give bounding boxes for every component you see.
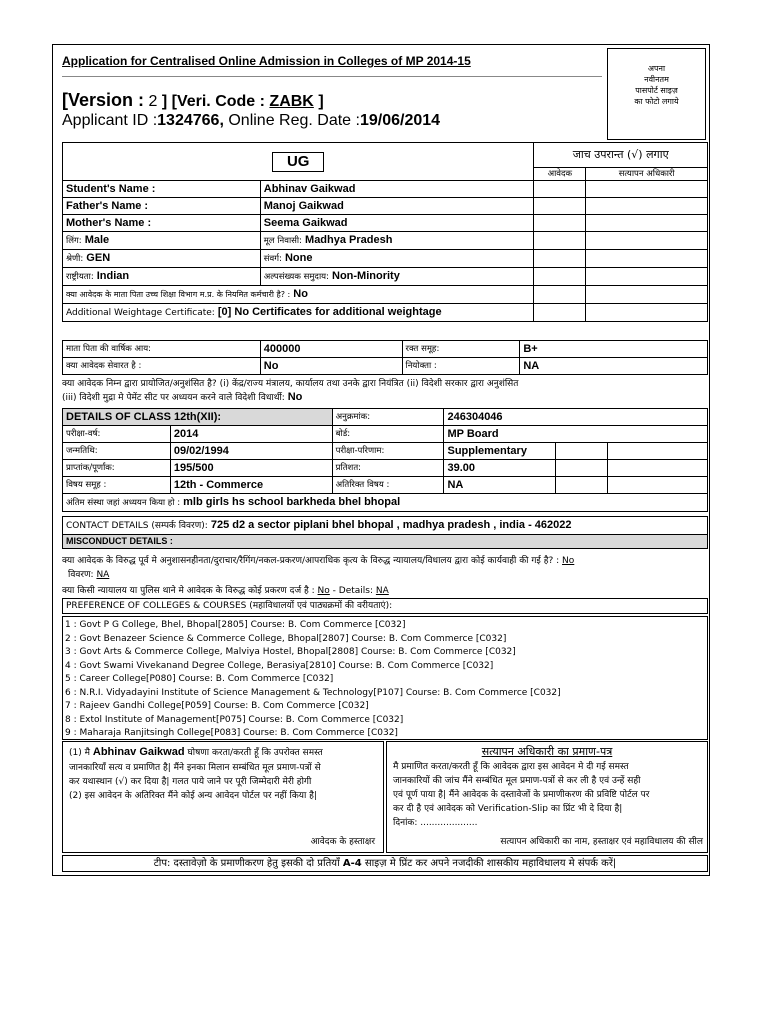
check-cell[interactable] (586, 286, 708, 304)
verify-header: जाच उपरान्त (√) लगाए (534, 143, 708, 168)
version-label: [Version : (62, 90, 145, 110)
subject-label: विषय समूह : (63, 477, 171, 494)
misconduct-detail-value: NA (96, 570, 110, 580)
personal-details-table (62, 142, 708, 322)
gender-label: लिंग: (66, 236, 82, 246)
certificate-line-3: एवं पूर्ण पाया है| मैंने आवेदक के दस्तावेजों के प्रमाणीकरण की प्रविष्टि पोर्टल पर (393, 790, 650, 800)
check-cell[interactable] (534, 304, 586, 322)
check-cell[interactable] (586, 198, 708, 215)
result-label: परीक्षा-परिणाम: (332, 443, 444, 460)
certificate-date: दिनांक: .................... (393, 818, 478, 828)
check-cell[interactable] (556, 477, 608, 494)
father-name-label: Father's Name : (63, 198, 261, 215)
income-label: माता पिता की वार्षिक आय: (63, 341, 261, 358)
misconduct-detail-label: विवरण: (68, 570, 94, 580)
category-value: GEN (86, 252, 111, 264)
table-row (63, 535, 708, 549)
extra-subject-label: अतिरिक्त विषय : (332, 477, 444, 494)
weightage-cell (63, 304, 534, 322)
percent-label: प्रतिशत: (332, 460, 444, 477)
misconduct-q2-detail-label: - Details: (332, 586, 374, 596)
check-cell[interactable] (608, 477, 708, 494)
reg-date: 19/06/2014 (359, 112, 441, 129)
ug-badge: UG (272, 152, 325, 172)
misconduct-q1-text: क्या आवेदक के विरुद्ध पूर्व मे अनुशासनहीनता/दुराचार/रैगिंग/नकल-प्रकरण/आपराधिक कृत्य के विरुद्ध न्यायालय/विधालय द्वारा कोई कार्यवाही की गई है? : (62, 556, 560, 566)
parent-employee-value: No (293, 288, 308, 300)
check-cell[interactable] (534, 198, 586, 215)
category-cell (63, 250, 261, 268)
table-row (63, 215, 708, 232)
minority-value: Non-Minority (332, 270, 400, 282)
check-cell[interactable] (556, 443, 608, 460)
school-value: mlb girls hs school barkheda bhel bhopal (183, 496, 401, 508)
board-value: MP Board (444, 426, 708, 443)
nationality-label: राष्ट्रीयता: (66, 272, 94, 282)
check-cell[interactable] (586, 232, 708, 250)
mother-name-label: Mother's Name : (63, 215, 261, 232)
group-value: None (284, 252, 313, 264)
officer-signature-label: सत्यापन अधिकारी का नाम, हस्ताक्षर एवं महाविधालय की सील (500, 837, 703, 847)
table-row (63, 268, 708, 286)
table-row (63, 426, 708, 443)
declaration-line1-rest: घोषणा करता/करती हूँ कि उपरोक्त समस्त (187, 748, 323, 758)
declaration-line-1 (69, 744, 377, 761)
tip-pre: टीप: दस्तावेज़ो के प्रमाणीकरण हेतु इसकी दो प्रतियाँ (153, 858, 340, 869)
declaration-name: Abhinav Gaikwad (92, 746, 185, 758)
student-name-label: Student's Name : (63, 181, 261, 198)
table-row (63, 599, 708, 614)
blood-label: रक्त समूह: (402, 341, 520, 358)
employer-label: नियोक्ता : (402, 358, 520, 375)
check-cell[interactable] (534, 286, 586, 304)
ug-cell (63, 143, 534, 181)
check-cell[interactable] (586, 181, 708, 198)
sponsor-question: (iii) विदेशी मुद्रा मे पेमेंट सीट पर अध्ययन करने वाले विदेशी विधार्थी: (62, 393, 285, 403)
weightage-value: [0] No Certificates for additional weightage (217, 306, 442, 318)
marks-value: 195/500 (170, 460, 332, 477)
title-divider (62, 76, 602, 77)
table-row (63, 358, 708, 375)
tip-post: साइज़ मे प्रिंट कर अपने नजदीकी शासकीय महाविधालय मे संपर्क करें| (364, 858, 617, 869)
parent-employee-question: क्या आवेदक के माता पिता उच्च शिक्षा विभाग म.प्र. के नियमित कर्मचारी है? : (66, 290, 291, 299)
minority-label: अल्पसंख्यक समुदाय: (263, 272, 329, 282)
list-item: 3 : Govt Arts & Commerce College, Malviya Hostel, Bhopal[2808] Course: B. Com Commerce [C032] (65, 647, 516, 657)
photo-text-4: का फोटो लगाये (634, 97, 679, 106)
contact-cell (63, 517, 708, 535)
domicile-label: मूल निवासी: (263, 236, 302, 246)
col-applicant: आवेदक (534, 168, 586, 181)
list-item: 2 : Govt Benazeer Science & Commerce College, Bhopal[2807] Course: B. Com Commerce [C032] (65, 633, 507, 644)
nationality-value: Indian (96, 270, 130, 282)
declaration-pre: (1) मै (69, 748, 90, 758)
list-item: 7 : Rajeev Gandhi College[P059] Course: B. Com Commerce [C032] (65, 701, 369, 711)
category-label: श्रेणी: (66, 254, 84, 264)
preference-heading-table (62, 598, 708, 614)
list-item: 1 : Govt P G College, Bhel, Bhopal[2805] Course: B. Com Commerce [C032] (65, 620, 406, 630)
photo-placeholder (607, 48, 706, 140)
roll-value: 246304046 (444, 409, 708, 426)
dob-value: 09/02/1994 (170, 443, 332, 460)
certificate-line-1: मै प्रमाणित करता/करती हूँ कि आवेदक द्वारा इस आवेदन मे दी गई समस्त (393, 762, 629, 772)
check-cell[interactable] (608, 460, 708, 477)
check-cell[interactable] (608, 443, 708, 460)
photo-text-2: नवीनतम (644, 75, 669, 84)
check-cell[interactable] (534, 232, 586, 250)
father-name-value: Manoj Gaikwad (260, 198, 534, 215)
photo-text-3: पासपोर्ट साइज़ (635, 86, 678, 95)
certificate-line-4: कर दी है एवं आवेदक को Verification-Slip का प्रिंट भी दे दिया है| (393, 804, 623, 814)
veri-label: ] [Veri. Code : (161, 93, 265, 110)
table-row (63, 198, 708, 215)
version-value: 2 (148, 93, 158, 110)
contact-value: 725 d2 a sector piplani bhel bhopal , madhya pradesh , india - 462022 (210, 519, 572, 531)
gender-cell (63, 232, 261, 250)
check-cell[interactable] (586, 268, 708, 286)
employer-value: NA (520, 358, 708, 375)
employed-value: No (260, 358, 402, 375)
table-row (63, 443, 708, 460)
misconduct-q1-value: No (562, 556, 575, 566)
employed-label: क्या आवेदक सेवारत है : (63, 358, 261, 375)
preference-list (62, 616, 708, 740)
misconduct-detail (68, 567, 109, 580)
percent-value: 39.00 (444, 460, 556, 477)
applicant-declaration (62, 741, 384, 853)
list-item: 5 : Career College[P080] Course: B. Com Commerce [C032] (65, 674, 334, 684)
misconduct-q2 (62, 583, 389, 596)
income-table (62, 340, 708, 375)
applicant-signature-label: आवेदक के हस्ताक्षर (310, 837, 375, 847)
check-cell[interactable] (534, 215, 586, 232)
col-officer: सत्यापन अधिकारी (586, 168, 708, 181)
officer-certificate (386, 741, 708, 853)
board-label: बोर्ड: (332, 426, 444, 443)
domicile-cell (260, 232, 534, 250)
tip-a4: A-4 (342, 858, 362, 869)
check-cell[interactable] (556, 460, 608, 477)
extra-subject-value: NA (444, 477, 556, 494)
sponsor-line-2 (62, 390, 302, 403)
declaration-line-2: जानकारियाँ सत्य व प्रमाणित है| मैंने इनका मिलान सम्बंधित मूल प्रमाण-पत्रों से (69, 763, 321, 773)
list-item: 6 : N.R.I. Vidyadayini Institute of Science Management & Technology[P107] Course: B. Com Commerce [C032] (65, 687, 561, 698)
contact-table (62, 516, 708, 549)
group-cell (260, 250, 534, 268)
gender-value: Male (84, 234, 110, 246)
preference-heading: PREFERENCE OF COLLEGES & COURSES (महाविधालयों एवं पाठ्यक्रमों की वरीयताएं): (63, 599, 708, 614)
subject-value: 12th - Commerce (170, 477, 332, 494)
nationality-cell (63, 268, 261, 286)
document-title: Application for Centralised Online Admission in Colleges of MP 2014-15 (62, 54, 471, 68)
declaration-line-3: कर यथास्थान (√) कर दिया है| गलत पाये जाने पर पूरी जिम्मेदारी मेरी होगी (69, 777, 312, 787)
table-row (63, 460, 708, 477)
check-cell[interactable] (586, 250, 708, 268)
version-line (62, 90, 324, 111)
photo-text-1: अपना (647, 64, 666, 73)
applicant-label: Applicant ID : (62, 112, 158, 129)
minority-cell (260, 268, 534, 286)
student-name-value: Abhinav Gaikwad (260, 181, 534, 198)
certificate-heading: सत्यापन अधिकारी का प्रमाण-पत्र (481, 745, 613, 758)
misconduct-heading: MISCONDUCT DETAILS : (63, 535, 708, 549)
applicant-line (62, 112, 440, 130)
veri-code: ZABK (269, 93, 314, 110)
misconduct-q1 (62, 553, 574, 566)
income-value: 400000 (260, 341, 402, 358)
group-label: संवर्ग: (263, 254, 282, 264)
result-value: Supplementary (444, 443, 556, 460)
mother-name-value: Seema Gaikwad (260, 215, 534, 232)
check-cell[interactable] (534, 268, 586, 286)
blood-value: B+ (520, 341, 708, 358)
sponsor-value: No (287, 391, 303, 403)
table-row (63, 181, 708, 198)
dob-label: जन्मतिथि: (63, 443, 171, 460)
tip-note (62, 855, 708, 872)
contact-label: CONTACT DETAILS (सम्पर्क विवरण): (66, 521, 208, 531)
weightage-label: Additional Weightage Certificate: (66, 308, 215, 318)
veri-close: ] (318, 93, 324, 110)
table-row (63, 250, 708, 268)
domicile-value: Madhya Pradesh (305, 234, 393, 246)
table-row (63, 143, 708, 168)
table-row (63, 494, 708, 512)
marks-label: प्राप्तांक/पूर्णांक: (63, 460, 171, 477)
school-label: अंतिम संस्था जहां अध्ययन किया हो : (66, 498, 181, 508)
year-label: परीक्षा-वर्ष: (63, 426, 171, 443)
table-row (63, 409, 708, 426)
table-row (63, 477, 708, 494)
reg-date-label: Online Reg. Date : (228, 112, 360, 129)
list-item: 8 : Extol Institute of Management[P075] Course: B. Com Commerce [C032] (65, 714, 404, 725)
table-row (63, 341, 708, 358)
misconduct-q2-detail-value: NA (375, 586, 389, 596)
certificate-line-2: जानकारियों की जांच मैंने सम्बंधित मूल प्रमाण-पत्रों से कर ली है एवं उन्हें सही (393, 776, 641, 786)
table-row (63, 232, 708, 250)
table-row (63, 517, 708, 535)
list-item: 4 : Govt Swami Vivekanand Degree College, Berasiya[2810] Course: B. Com Commerce [C032] (65, 660, 494, 671)
check-cell[interactable] (534, 250, 586, 268)
table-row (63, 286, 708, 304)
sponsor-line-1: क्या आवेदक निम्न द्वारा प्रायोजित/अनुशंसित है? (i) केंद्र/राज्य मंत्रालय, कार्यालय तथा उनके द्वारा नियंत्रित (ii) विदेशी सरकार द्वारा अनुशंसित (62, 379, 519, 389)
list-item: 9 : Maharaja Ranjitsingh College[P083] Course: B. Com Commerce [C032] (65, 728, 398, 738)
school-cell (63, 494, 708, 512)
check-cell[interactable] (586, 304, 708, 322)
check-cell[interactable] (534, 181, 586, 198)
misconduct-q2-value: No (317, 586, 330, 596)
year-value: 2014 (170, 426, 332, 443)
misconduct-q2-text: क्या किसी न्यायालय या पुलिस थाने मे आवेदक के विरुद्ध कोई प्रकरण दर्ज है : (62, 586, 315, 596)
roll-label: अनुक्रमांक: (332, 409, 444, 426)
parent-employee-cell (63, 286, 534, 304)
class12-table (62, 408, 708, 512)
check-cell[interactable] (586, 215, 708, 232)
table-row (63, 304, 708, 322)
class12-heading: DETAILS OF CLASS 12th(XII): (63, 409, 333, 426)
declaration-line-4: (2) इस आवेदन के अतिरिक्त मैंने कोई अन्य आवेदन पोर्टल पर नहीं किया है| (69, 791, 317, 801)
applicant-id: 1324766, (157, 112, 224, 129)
